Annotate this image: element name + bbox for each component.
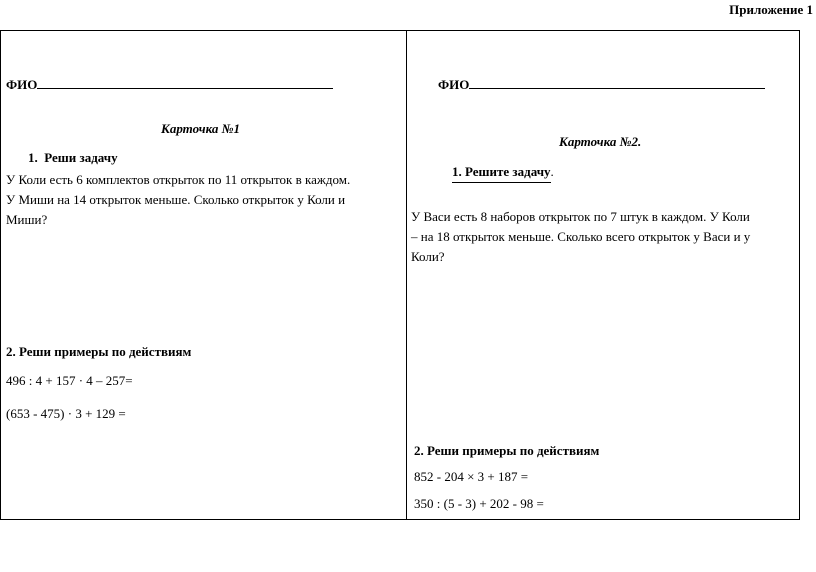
- right-problem-text: [411, 207, 750, 267]
- left-example-1: 496 : 4 + 157 · 4 – 257=: [6, 373, 133, 388]
- left-problem-text: [6, 170, 350, 230]
- left-fio-field: [6, 74, 333, 95]
- left-card-title: Карточка №1: [161, 121, 240, 136]
- left-problem-line: Миши?: [6, 212, 48, 227]
- left-task1-heading: [28, 148, 118, 168]
- right-fio-label: ФИО: [438, 77, 470, 92]
- left-fio-line: [37, 74, 333, 89]
- right-problem-line: У Васи есть 8 наборов открыток по 7 штук в каждом. У Коли: [411, 209, 750, 224]
- cards-table: [0, 30, 800, 520]
- left-problem-line: У Коли есть 6 комплектов открыток по 11 открыток в каждом.: [6, 172, 351, 187]
- left-problem-line: У Миши на 14 открыток меньше. Сколько открыток у Коли и: [6, 192, 346, 207]
- column-divider: [406, 31, 407, 519]
- right-task1-heading: [452, 162, 554, 183]
- left-task1-label: Реши задачу: [44, 150, 118, 165]
- left-task2-heading: 2. Реши примеры по действиям: [6, 344, 192, 359]
- right-example-1: 852 - 204 × 3 + 187 =: [414, 469, 529, 484]
- right-task1-label: 1. Решите задачу: [452, 162, 551, 183]
- right-card-title: Карточка №2.: [559, 134, 642, 149]
- right-example-2: 350 : (5 - 3) + 202 - 98 =: [414, 496, 544, 511]
- right-problem-line: Коли?: [411, 249, 445, 264]
- right-problem-line: – на 18 открыток меньше. Сколько всего открыток у Васи и у: [411, 229, 751, 244]
- left-example-2: (653 - 475) · 3 + 129 =: [6, 406, 126, 421]
- appendix-label: Приложение 1: [729, 2, 813, 17]
- right-fio-line: [469, 74, 765, 89]
- right-fio-field: [438, 74, 765, 95]
- left-fio-label: ФИО: [6, 77, 38, 92]
- right-task2-heading: 2. Реши примеры по действиям: [414, 443, 600, 458]
- left-task1-number: 1.: [28, 150, 38, 165]
- right-task1-period: .: [550, 164, 554, 179]
